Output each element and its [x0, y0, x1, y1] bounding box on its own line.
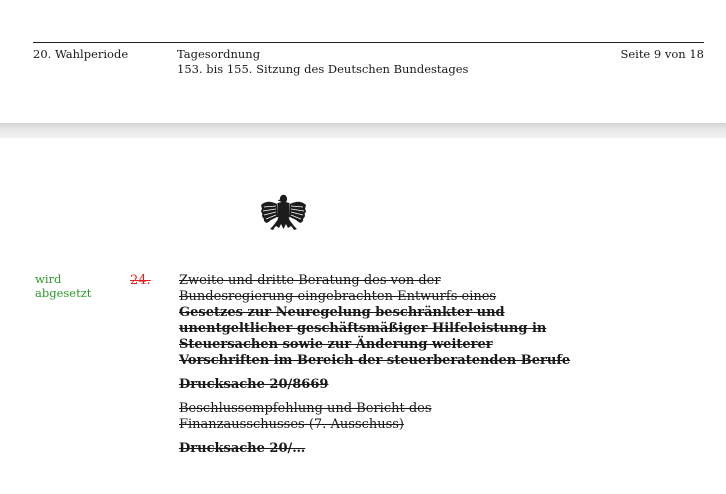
bill-title-line: Gesetzes zur Neuregelung beschränkter und [179, 305, 505, 320]
status-line-2: abgesetzt [35, 286, 92, 300]
agenda-item-body [179, 273, 571, 457]
header-period: 20. Wahlperiode [33, 47, 129, 61]
status-label [35, 272, 91, 300]
status-line-1: wird [35, 272, 62, 286]
previous-page [0, 0, 726, 123]
bundesadler-icon [259, 193, 308, 235]
agenda-item-number: 24. [130, 273, 151, 288]
header-rule [33, 42, 704, 43]
page-break [0, 123, 726, 138]
header-page-number: Seite 9 von 18 [620, 47, 704, 61]
intro-line: Zweite und dritte Beratung des von der [179, 273, 441, 288]
bill-title-line: Steuersachen sowie zur Änderung weiterer [179, 337, 493, 352]
recommendation-line: Beschlussempfehlung und Bericht des [179, 401, 432, 416]
drucksache-reference: Drucksache 20/… [179, 441, 306, 456]
intro-line: Bundesregierung eingebrachten Entwurfs eines [179, 289, 497, 304]
bill-title-line: Vorschriften im Bereich der steuerberatenden Berufe [179, 353, 571, 368]
header-doc-title: Tagesordnung [177, 47, 261, 61]
recommendation-line: Finanzausschusses (7. Ausschuss) [179, 417, 405, 432]
header-subtitle: 153. bis 155. Sitzung des Deutschen Bundestages [177, 62, 469, 76]
bill-title-line: unentgeltlicher geschäftsmäßiger Hilfeleistung in [179, 321, 547, 336]
drucksache-reference: Drucksache 20/8669 [179, 377, 329, 392]
